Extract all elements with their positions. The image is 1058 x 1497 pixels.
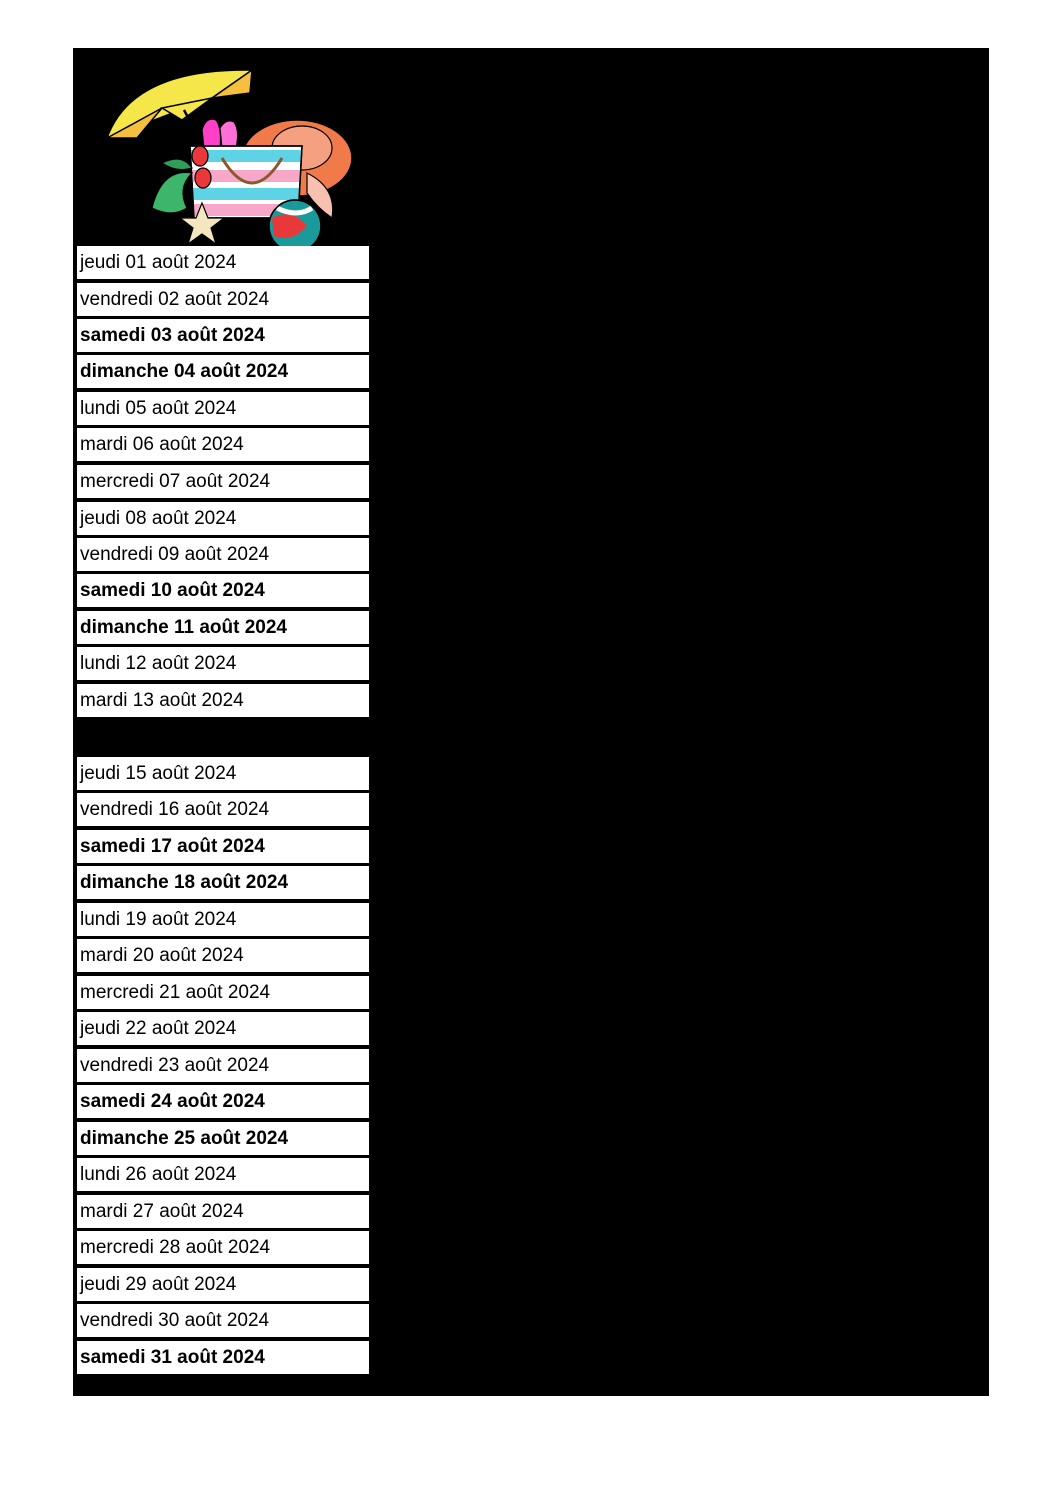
day-row: vendredi 23 août 2024 bbox=[77, 1049, 369, 1082]
day-row-weekend: samedi 24 août 2024 bbox=[77, 1085, 369, 1118]
day-row-weekend: samedi 03 août 2024 bbox=[77, 319, 369, 352]
day-row: jeudi 15 août 2024 bbox=[77, 757, 369, 790]
day-row: lundi 12 août 2024 bbox=[77, 647, 369, 680]
day-row: vendredi 09 août 2024 bbox=[77, 538, 369, 571]
day-row: jeudi 08 août 2024 bbox=[77, 502, 369, 535]
day-row-weekend: samedi 17 août 2024 bbox=[77, 830, 369, 863]
day-row-weekend: samedi 10 août 2024 bbox=[77, 574, 369, 607]
day-row: jeudi 22 août 2024 bbox=[77, 1012, 369, 1045]
day-row-weekend: dimanche 18 août 2024 bbox=[77, 866, 369, 899]
day-row: mercredi 21 août 2024 bbox=[77, 976, 369, 1009]
day-row: mardi 20 août 2024 bbox=[77, 939, 369, 972]
day-row: jeudi 01 août 2024 bbox=[77, 246, 369, 279]
day-row: mardi 06 août 2024 bbox=[77, 428, 369, 461]
day-row-weekend: dimanche 04 août 2024 bbox=[77, 355, 369, 388]
day-row: mercredi 28 août 2024 bbox=[77, 1231, 369, 1264]
day-row: mercredi 07 août 2024 bbox=[77, 465, 369, 498]
day-row: lundi 26 août 2024 bbox=[77, 1158, 369, 1191]
day-row: mardi 13 août 2024 bbox=[77, 684, 369, 717]
day-row: vendredi 30 août 2024 bbox=[77, 1304, 369, 1337]
day-row: vendredi 16 août 2024 bbox=[77, 793, 369, 826]
day-row-weekend: dimanche 11 août 2024 bbox=[77, 611, 369, 644]
day-row: vendredi 02 août 2024 bbox=[77, 283, 369, 316]
beach-illustration-icon bbox=[102, 58, 358, 248]
day-row: lundi 19 août 2024 bbox=[77, 903, 369, 936]
day-row-weekend: samedi 31 août 2024 bbox=[77, 1341, 369, 1374]
day-row: mardi 27 août 2024 bbox=[77, 1195, 369, 1228]
day-row-weekend: dimanche 25 août 2024 bbox=[77, 1122, 369, 1155]
day-row: jeudi 29 août 2024 bbox=[77, 1268, 369, 1301]
day-row: lundi 05 août 2024 bbox=[77, 392, 369, 425]
